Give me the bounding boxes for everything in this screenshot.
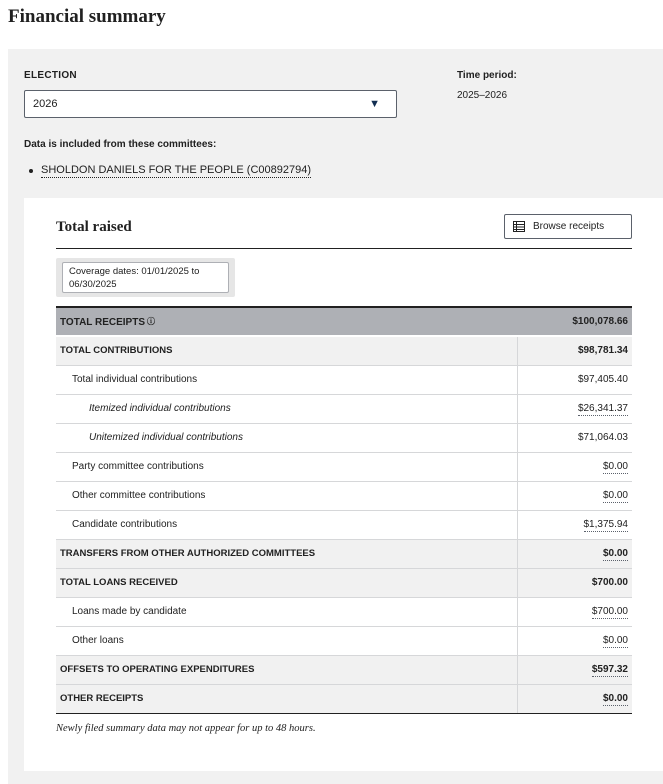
- caret-down-icon: ▼: [369, 98, 380, 110]
- total-raised-title: Total raised: [56, 219, 132, 235]
- bullet-icon: [29, 169, 33, 173]
- table-icon: [513, 221, 525, 232]
- table-row: [56, 539, 632, 568]
- row-label: Unitemized individual contributions: [56, 423, 517, 452]
- table-row: [56, 510, 632, 539]
- row-label: Other committee contributions: [56, 481, 517, 510]
- election-label: ELECTION: [24, 70, 77, 81]
- row-amount: $71,064.03: [517, 423, 632, 452]
- row-label: TOTAL CONTRIBUTIONS: [56, 336, 517, 365]
- row-label: Party committee contributions: [56, 452, 517, 481]
- row-amount: [517, 655, 632, 684]
- row-label: Other loans: [56, 626, 517, 655]
- amount-link[interactable]: $26,341.37: [577, 403, 628, 414]
- row-amount: $97,405.40: [517, 365, 632, 394]
- amount-link[interactable]: $0.00: [602, 548, 628, 559]
- table-row: [56, 423, 632, 452]
- page-title: Financial summary: [8, 6, 166, 27]
- amount-link[interactable]: $700.00: [591, 606, 628, 617]
- receipts-table: [56, 306, 632, 714]
- table-row: [56, 481, 632, 510]
- amount-link[interactable]: $0.00: [602, 461, 628, 472]
- amount-link[interactable]: $597.32: [591, 664, 628, 675]
- committee-list-item: [29, 164, 311, 178]
- table-row: [56, 336, 632, 365]
- row-amount: [517, 597, 632, 626]
- table-row: [56, 365, 632, 394]
- row-amount: [517, 510, 632, 539]
- time-period-label: Time period:: [457, 70, 517, 81]
- table-row: [56, 452, 632, 481]
- table-row: [56, 626, 632, 655]
- election-select[interactable]: [24, 90, 397, 118]
- row-amount: [517, 539, 632, 568]
- amount-link[interactable]: $0.00: [602, 693, 628, 704]
- row-amount: [517, 452, 632, 481]
- row-amount: [517, 684, 632, 713]
- row-label: Total individual contributions: [56, 365, 517, 394]
- row-label: OFFSETS TO OPERATING EXPENDITURES: [56, 655, 517, 684]
- coverage-dates: Coverage dates: 01/01/2025 to 06/30/2025: [62, 262, 229, 293]
- table-row: [56, 655, 632, 684]
- amount-link[interactable]: $1,375.94: [583, 519, 628, 530]
- row-amount: [517, 626, 632, 655]
- row-amount: $100,078.66: [517, 307, 632, 336]
- row-label: Candidate contributions: [56, 510, 517, 539]
- row-amount: $700.00: [517, 568, 632, 597]
- time-period-value: 2025–2026: [457, 90, 508, 101]
- divider: [56, 248, 632, 249]
- row-amount: $98,781.34: [517, 336, 632, 365]
- table-row: [56, 597, 632, 626]
- committees-label: Data is included from these committees:: [24, 139, 217, 150]
- info-icon[interactable]: ⓘ: [147, 316, 156, 326]
- row-amount: [517, 481, 632, 510]
- row-label: Loans made by candidate: [56, 597, 517, 626]
- table-row: [56, 394, 632, 423]
- browse-receipts-button[interactable]: [504, 214, 632, 239]
- footnote: Newly filed summary data may not appear for up to 48 hours.: [56, 723, 316, 734]
- browse-receipts-label: Browse receipts: [533, 221, 605, 232]
- committee-link[interactable]: SHOLDON DANIELS FOR THE PEOPLE (C00892794): [41, 164, 312, 176]
- row-label: TOTAL RECEIPTS ⓘ: [56, 307, 517, 336]
- row-label: Itemized individual contributions: [56, 394, 517, 423]
- table-row: [56, 307, 632, 336]
- table-row: [56, 568, 632, 597]
- amount-link[interactable]: $0.00: [602, 490, 628, 501]
- table-row: [56, 684, 632, 713]
- election-select-value: 2026: [33, 98, 58, 110]
- row-amount: [517, 394, 632, 423]
- row-label: TOTAL LOANS RECEIVED: [56, 568, 517, 597]
- row-label: OTHER RECEIPTS: [56, 684, 517, 713]
- amount-link[interactable]: $0.00: [602, 635, 628, 646]
- row-label: TRANSFERS FROM OTHER AUTHORIZED COMMITTEES: [56, 539, 517, 568]
